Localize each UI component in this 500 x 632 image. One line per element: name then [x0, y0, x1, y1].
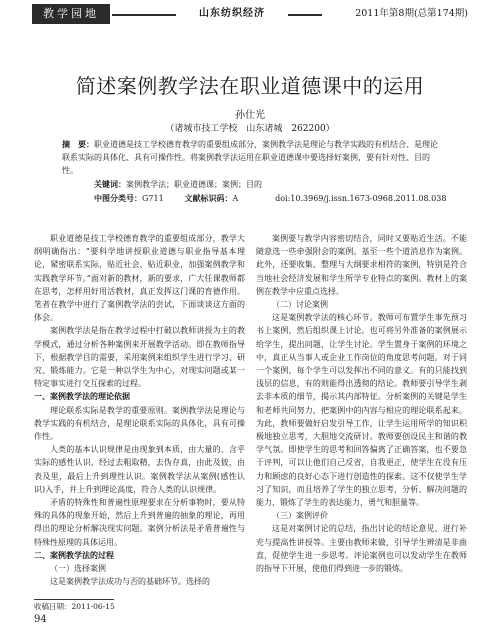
- page-header: [0, 0, 500, 28]
- subsection-heading: （二）讨论案例: [272, 300, 328, 310]
- keywords-label: 关键词：: [94, 179, 126, 189]
- journal-name: 山东纺织经济: [176, 4, 288, 24]
- footnote-rule: [34, 599, 114, 600]
- author-affiliation: （诸城市技工学校 山东诸城 262200）: [165, 124, 335, 134]
- body-paragraph: 人类的基本认识规律是由现象到本质，由大量的、含乎实际的感性认识，经过去粗取精，去伪存真，由此及彼，由表及里，最后上升到理性认识。案例教学法从案例(感性认识)入手，并上升到理论高度，符合人类的认识规律。: [34, 445, 245, 494]
- body-paragraph: 这是案例教学法成功与否的基础环节。选择的: [50, 577, 210, 587]
- body-paragraph: 矛盾的特殊性和普遍性原理要求在分析事物时，要从特殊的具体的现象开始，然后上升到普遍的抽象的理论，再用得出的理论分析解决现实问题。案例分析法是矛盾普遍性与特殊性原理的具体运用。: [34, 498, 245, 547]
- body-column-left: [34, 232, 245, 588]
- doc-code-label: 文献标识码：: [184, 193, 233, 203]
- page-number: 94: [34, 614, 47, 625]
- author-name: 孙仕光: [235, 110, 265, 121]
- keywords-text: 案例教学法；职业道德课；案例；目的: [126, 180, 262, 189]
- doc-code: A: [232, 194, 239, 203]
- body-paragraph: 案例要与教学内容密切结合，同时又要贴近生活。不能随意选一些牵强附会的案例。基至一些个道消息作为案例。此外，还要收集、整理与大纲要求相符的案例，特别是符合当地社会经济发展和学生所学专业特点的案例。教材上的案例在教学中应重点选择。: [256, 234, 467, 296]
- article-title: 简述案例教学法在职业道德课中的运用: [75, 74, 425, 98]
- doi: doi:10.3969/j.issn.1673-0968.2011.08.038: [275, 194, 447, 203]
- abstract-label: 摘 要：: [62, 139, 94, 149]
- body-paragraph: 这是对案例讨论的总结，指出讨论的结论意见，进行补充与提高性讲授等。主要由教师来做，引导学生辨清是非曲直，促使学生进一步思考。评论案例也可以发动学生在教师的指导下开展，使他们得到进一步的锻炼。: [256, 524, 467, 574]
- section-tab: 教学园地: [32, 4, 110, 24]
- abstract: [62, 138, 442, 177]
- body-paragraph: 职业道德是技工学校德育教学的重要组成部分，教学大纲明确指出：“要科学地讲授职业道德与职业指导基本理论，紧密联系实际，贴近社会、贴近职业，加强案例教学和实践教学环节。”面对新的教材，新的要求，广大任课教师都在思考，怎样用好用活教材，真正发挥这门课的育德作用。笔者在教学中进行了案例教学法的尝试，下面谈谈这方面的体会。: [34, 234, 245, 323]
- body-column-right: [256, 232, 467, 575]
- clc-code: G711: [142, 194, 164, 203]
- subsection-heading: （三）案例评价: [272, 511, 328, 521]
- section-heading: 一、案例教学法的理论依据: [34, 392, 130, 402]
- clc-label: 中图分类号：: [94, 193, 142, 203]
- body-paragraph: 理论联系实际是教学的重要原则。案例教学法是理论与教学实践的有机结合，是理论联系实际的具体化，具有可操作性。: [34, 405, 245, 442]
- body-paragraph: 这是案例教学法的核心环节。教师可布置学生事先预习书上案例，然后组织课上讨论。也可将另外准备的案例展示给学生，提出问题，让学生讨论。学生置身于案例的环境之中，真正从当事人或企业工作岗位的角度思考问题。对于同一个案例，每个学生可以发挥出不同的意义。有的只能找到浅层的信息，有的则能得出透彻的结论。教师要引导学生剥去非本质的细节，揭示其内部特征。分析案例的关键是学生和老师共同努力，把案例中的内容与相应的理论联系起来。为此，教师要做好启发引导工作，让学生运用所学的知识积极地独立思考，大胆地交流研讨。教师要创设民主和谐的教学气氛。即使学生的思考和回答偏离了正确答案，也不要急于评判，可以让他们自己反省，自我更正，使学生在没有压力和顾虑的良好心态下进行创造性的探索。这不仅使学生学习了知识，而且培养了学生的独立思考，分析、解决问题的能力，锻炼了学生的表达能力，勇气和胆量等。: [256, 313, 467, 508]
- section-heading: 二、案例教学法的过程: [34, 550, 114, 560]
- body-paragraph: 案例教学法是指在教学过程中打破以教师讲授为主的教学模式，通过分析各种案例来开展教学活动。即在教师指导下，根据教学目的需要，采用案例来组织学生进行学习、研究、锻炼能力。它是一种以学生为中心，对现实问题或某一特定事实进行交互探索的过程。: [34, 326, 245, 389]
- received-date: 收稿日期：2011-06-15: [34, 602, 115, 611]
- keywords: [94, 179, 454, 190]
- issue-info: 2011年第8期(总第174期): [322, 4, 468, 24]
- classification-codes: [94, 193, 474, 204]
- subsection-heading: （一）选择案例: [50, 564, 106, 574]
- abstract-text: 职业道德是技工学校德育教学的重要组成部分，案例教学法是理论与教学实践的有机结合、是理论联系实际的具体化、具有可操作性。将案例教学法运用在职业道德课中要选择好案例，要有针对性、目的性。: [62, 140, 438, 175]
